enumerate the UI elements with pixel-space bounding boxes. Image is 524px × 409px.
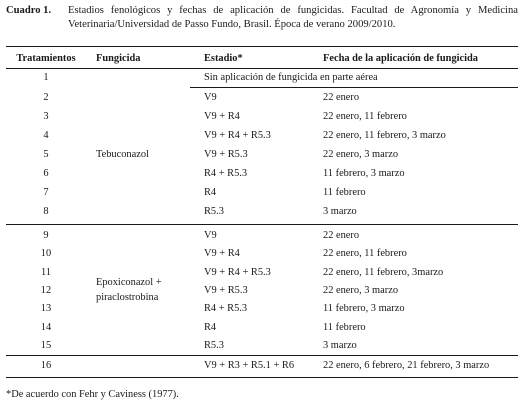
caption-text: Estadios fenológicos y fechas de aplicación de fungicidas. Facultad de Agronomía y Medicina Veterinaria/Universidad de Passo Fundo, Brasil. Época de verano 2009/2010.	[68, 5, 518, 30]
row-8-fecha: 3 marzo	[323, 206, 357, 217]
row-4-estadio: V9 + R4 + R5.3	[204, 130, 271, 141]
row-3-tratamiento: 3	[43, 111, 49, 122]
footnote: *De acuerdo con Fehr y Caviness (1977).	[6, 389, 179, 400]
row-5-fecha: 22 enero, 3 marzo	[323, 149, 399, 160]
row-10-fecha: 22 enero, 11 febrero	[323, 248, 407, 259]
row-7-estadio: R4	[204, 187, 217, 198]
row-9-estadio: V9	[204, 230, 217, 241]
row-2-tratamiento: 2	[43, 92, 49, 103]
row-14-fecha: 11 febrero	[323, 322, 366, 333]
header-fungicida: Fungicida	[96, 53, 141, 64]
row-16-tratamiento: 16	[40, 360, 52, 371]
row-2-fecha: 22 enero	[323, 92, 360, 103]
header-estadio: Estadio*	[204, 53, 243, 64]
row-3-estadio: V9 + R4	[204, 111, 240, 122]
row-8-tratamiento: 8	[43, 206, 49, 217]
row-10-estadio: V9 + R4	[204, 248, 240, 259]
row-16-top-rule	[6, 355, 518, 356]
row-13-fecha: 11 febrero, 3 marzo	[323, 303, 405, 314]
row-4-tratamiento: 4	[43, 130, 49, 141]
table-caption	[6, 4, 518, 32]
row-15-fecha: 3 marzo	[323, 340, 357, 351]
row-12-estadio: V9 + R5.3	[204, 285, 248, 296]
header-fecha: Fecha de la aplicación de fungicida	[323, 53, 478, 64]
fungicida-tebuconazol: Tebuconazol	[96, 149, 149, 160]
row-9-tratamiento: 9	[43, 230, 49, 241]
row-11-estadio: V9 + R4 + R5.3	[204, 267, 271, 278]
row-1-tratamiento: 1	[43, 72, 49, 83]
row-14-estadio: R4	[204, 322, 217, 333]
caption-label: Cuadro 1.	[6, 5, 52, 16]
row-13-estadio: R4 + R5.3	[204, 303, 248, 314]
row-4-fecha: 22 enero, 11 febrero, 3 marzo	[323, 130, 446, 141]
row-15-tratamiento: 15	[40, 340, 52, 351]
row-7-fecha: 11 febrero	[323, 187, 366, 198]
row-11-tratamiento: 11	[40, 267, 51, 278]
row-1-span-text: Sin aplicación de fungicida en parte aérea	[204, 72, 378, 83]
row-5-estadio: V9 + R5.3	[204, 149, 248, 160]
row-16-estadio: V9 + R3 + R5.1 + R6	[204, 360, 295, 371]
row-8-estadio: R5.3	[204, 206, 224, 217]
row-13-tratamiento: 13	[40, 303, 52, 314]
fungicida-epoxiconazol-line1: Epoxiconazol +	[96, 277, 162, 288]
row-6-estadio: R4 + R5.3	[204, 168, 248, 179]
header-tratamientos: Tratamientos	[16, 53, 76, 64]
row-16-fecha: 22 enero, 6 febrero, 21 febrero, 3 marzo	[323, 360, 490, 371]
row-1-partial-rule	[190, 87, 518, 88]
table-bottom-rule	[6, 377, 518, 378]
row-11-fecha: 22 enero, 11 febrero, 3marzo	[323, 267, 444, 278]
row-12-tratamiento: 12	[40, 285, 52, 296]
group-separator-rule	[6, 224, 518, 225]
row-3-fecha: 22 enero, 11 febrero	[323, 111, 407, 122]
header-rule	[6, 68, 518, 69]
row-10-tratamiento: 10	[40, 248, 52, 259]
row-6-fecha: 11 febrero, 3 marzo	[323, 168, 405, 179]
row-9-fecha: 22 enero	[323, 230, 360, 241]
row-14-tratamiento: 14	[40, 322, 52, 333]
row-15-estadio: R5.3	[204, 340, 224, 351]
fungicida-epoxiconazol-line2: piraclostrobina	[96, 292, 159, 303]
row-7-tratamiento: 7	[43, 187, 49, 198]
row-12-fecha: 22 enero, 3 marzo	[323, 285, 399, 296]
row-5-tratamiento: 5	[43, 149, 49, 160]
table-top-rule	[6, 46, 518, 47]
row-6-tratamiento: 6	[43, 168, 49, 179]
row-2-estadio: V9	[204, 92, 217, 103]
